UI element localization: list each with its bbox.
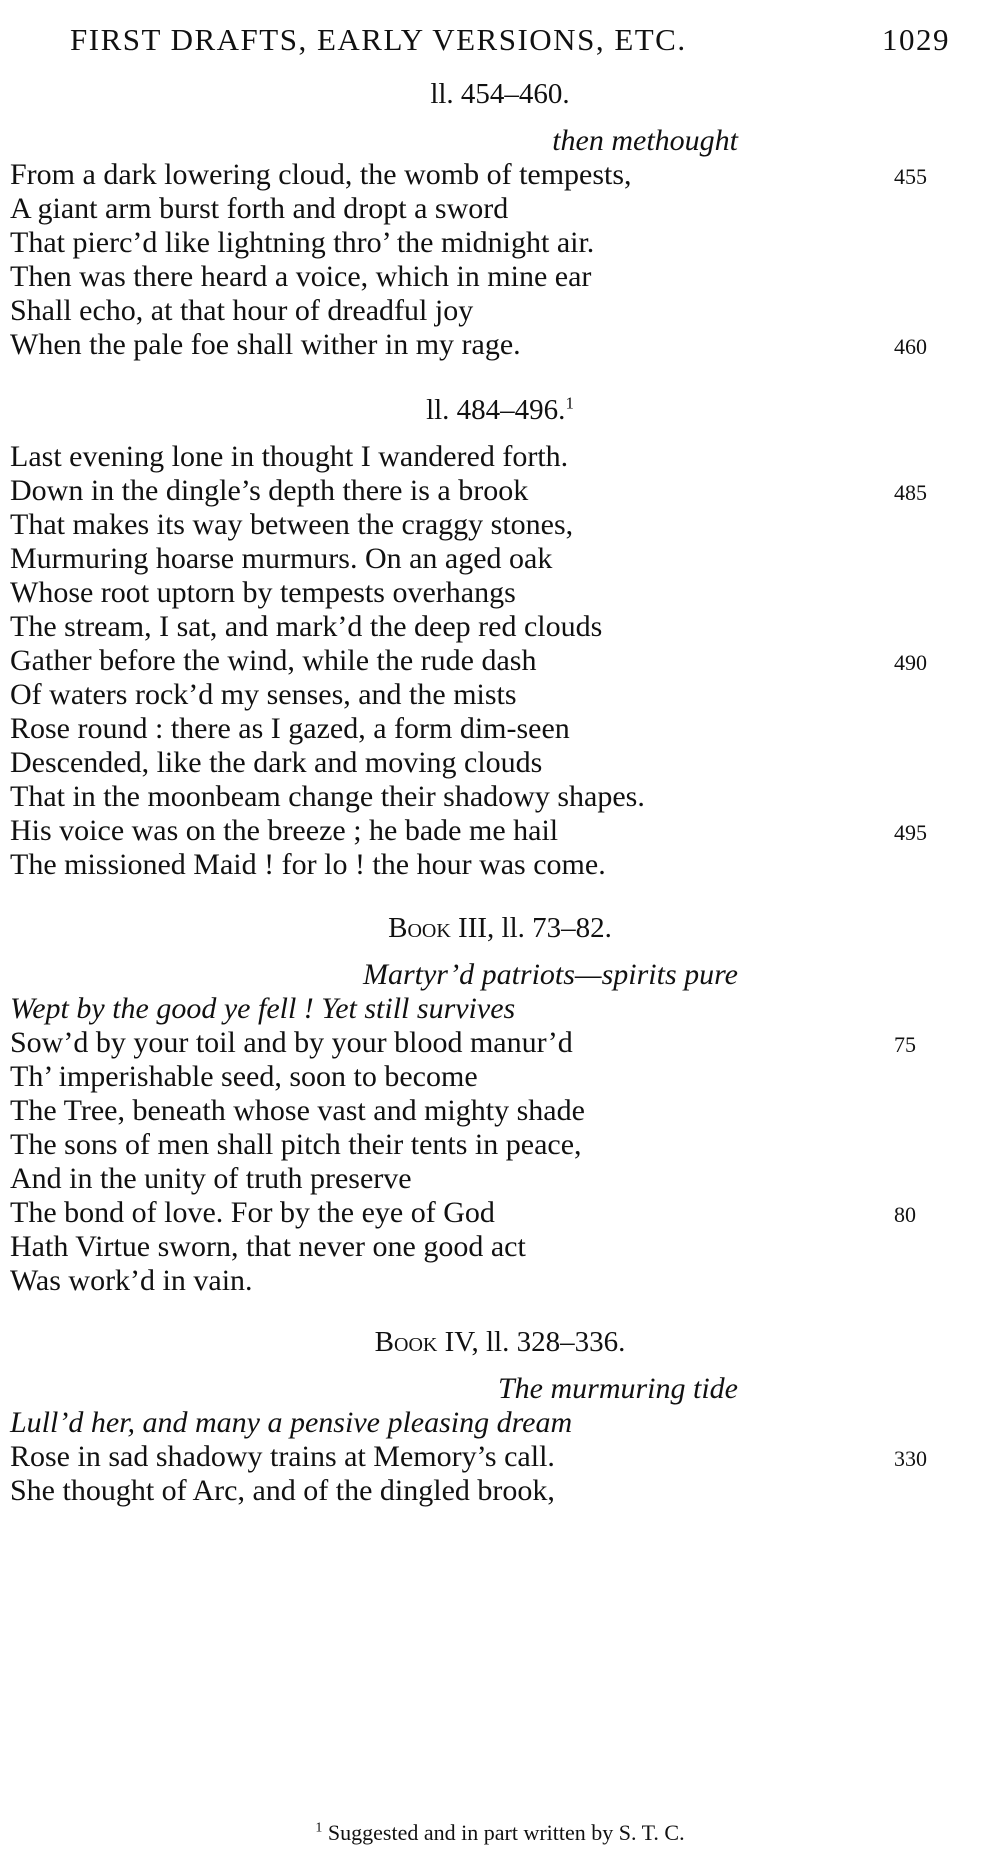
verse-line: The Tree, beneath whose vast and mighty shade <box>10 1094 585 1127</box>
running-head-title: FIRST DRAFTS, EARLY VERSIONS, ETC. <box>70 22 687 57</box>
verse-line: Hath Virtue sworn, that never one good act <box>10 1230 526 1263</box>
line-number: 80 <box>894 1202 916 1227</box>
section-heading <box>0 912 1000 945</box>
running-head <box>70 22 950 58</box>
section-heading-text: IV, ll. 328–336. <box>444 1326 626 1358</box>
section-heading-text: III, ll. 73–82. <box>458 912 612 944</box>
verse-line: The stream, I sat, and mark’d the deep red clouds <box>10 610 603 643</box>
lead-in-line: then methought <box>552 124 738 157</box>
verse-line: That pierc’d like lightning thro’ the midnight air. <box>10 226 595 259</box>
verse-line: Gather before the wind, while the rude dash <box>10 644 537 677</box>
line-number: 495 <box>894 820 927 845</box>
section-heading-book: Book <box>388 912 451 944</box>
line-number: 75 <box>894 1032 916 1057</box>
verse-line: Then was there heard a voice, which in mine ear <box>10 260 592 293</box>
verse-line: Murmuring hoarse murmurs. On an aged oak <box>10 542 553 575</box>
section-heading-book: Book <box>374 1326 438 1358</box>
footnote-text: Suggested and in part written by S. T. C. <box>327 1820 685 1845</box>
line-number: 490 <box>894 650 927 675</box>
verse-line: Rose in sad shadowy trains at Memory’s call. <box>10 1440 555 1473</box>
page-number: 1029 <box>882 22 950 57</box>
line-number: 460 <box>894 334 927 359</box>
verse-line: The missioned Maid ! for lo ! the hour was come. <box>10 848 606 881</box>
line-number: 485 <box>894 480 927 505</box>
lead-in-line: The murmuring tide <box>498 1372 738 1405</box>
verse-line: She thought of Arc, and of the dingled brook, <box>10 1474 555 1507</box>
line-number: 455 <box>894 164 927 189</box>
verse-line-italic: Lull’d her, and many a pensive pleasing dream <box>10 1406 573 1439</box>
footnote-reference: 1 <box>565 393 574 413</box>
line-number: 330 <box>894 1446 927 1471</box>
verse-line: Shall echo, at that hour of dreadful joy <box>10 294 474 327</box>
verse-line: Down in the dingle’s depth there is a brook <box>10 474 529 507</box>
verse-line: The bond of love. For by the eye of God <box>10 1196 495 1229</box>
verse-line: From a dark lowering cloud, the womb of tempests, <box>10 158 632 191</box>
verse-line: Rose round : there as I gazed, a form dim-seen <box>10 712 570 745</box>
verse-line: And in the unity of truth preserve <box>10 1162 412 1195</box>
verse-line: Whose root uptorn by tempests overhangs <box>10 576 516 609</box>
verse-line: The sons of men shall pitch their tents in peace, <box>10 1128 582 1161</box>
section-heading: ll. 454–460. <box>430 78 570 110</box>
verse-line-italic: Wept by the good ye fell ! Yet still survives <box>10 992 516 1025</box>
verse-line: When the pale foe shall wither in my rage. <box>10 328 521 361</box>
verse-line: Th’ imperishable seed, soon to become <box>10 1060 478 1093</box>
verse-line: That makes its way between the craggy stones, <box>10 508 574 541</box>
verse-line: A giant arm burst forth and dropt a sword <box>10 192 509 225</box>
verse-line: Descended, like the dark and moving clouds <box>10 746 543 779</box>
verse-line: Sow’d by your toil and by your blood manur’d <box>10 1026 573 1059</box>
verse-line: Of waters rock’d my senses, and the mists <box>10 678 517 711</box>
section-heading-text: ll. 484–496. <box>426 394 566 426</box>
verse-line: His voice was on the breeze ; he bade me hail <box>10 814 559 847</box>
footnote-marker: 1 <box>315 1820 323 1836</box>
lead-in-line: Martyr’d patriots—spirits pure <box>362 958 738 991</box>
section-heading <box>0 394 1000 427</box>
verse-line: Last evening lone in thought I wandered forth. <box>10 440 569 473</box>
verse-line: That in the moonbeam change their shadowy shapes. <box>10 780 645 813</box>
section-heading <box>0 1326 1000 1359</box>
verse-line: Was work’d in vain. <box>10 1264 253 1297</box>
footnote <box>0 1820 1000 1846</box>
